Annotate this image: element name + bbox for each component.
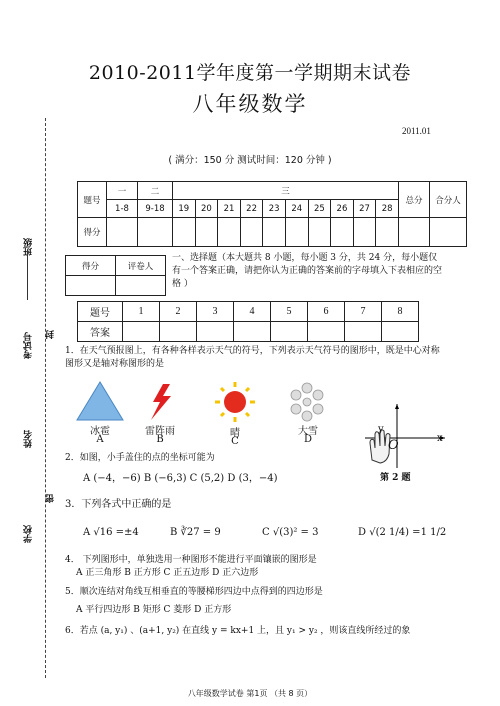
answer-cell[interactable] bbox=[308, 322, 345, 342]
answer-header-num: 4 bbox=[234, 302, 271, 322]
answer-cell[interactable] bbox=[345, 322, 382, 342]
origin-label: O bbox=[388, 438, 399, 453]
score-cell[interactable] bbox=[376, 218, 399, 247]
exam-subject: 八年级数学 bbox=[192, 92, 308, 116]
score-table-label: 题号 bbox=[78, 182, 107, 218]
question-5: 5．顺次连结对角线互相垂直的等腰梯形四边中点得到的四边形是 bbox=[65, 587, 323, 597]
figure-2-caption: 第 2 题 bbox=[380, 473, 411, 483]
weather-symbols bbox=[75, 380, 335, 425]
sun-icon bbox=[215, 382, 255, 422]
score-col: 21 bbox=[218, 200, 241, 218]
score-row-label: 得分 bbox=[78, 218, 107, 247]
hail-icon bbox=[77, 382, 123, 420]
option-d-label: 大雪 bbox=[298, 426, 318, 437]
sidebar-exam-no: 考试号 bbox=[24, 332, 34, 359]
score-cell[interactable] bbox=[173, 218, 196, 247]
score-header-combiner: 合分人 bbox=[430, 182, 467, 218]
grader-score-cell[interactable] bbox=[66, 276, 116, 296]
option-a-label: 冰雹 bbox=[90, 426, 110, 437]
thunderstorm-icon bbox=[151, 384, 171, 420]
section1-instructions: 一、选择题（本大题共 8 小题，每小题 3 分，共 24 分，每小题仅有一个答案正确，请把你认为正确的答案前的字母填入下表相应的空格 ） bbox=[172, 253, 443, 289]
sidebar-blank-class bbox=[27, 250, 28, 300]
question-2: 2．如图，小手盖住的点的坐标可能为 bbox=[65, 453, 215, 463]
score-cell[interactable] bbox=[218, 218, 241, 247]
answer-header-num: 5 bbox=[271, 302, 308, 322]
axis-x-label: x bbox=[437, 433, 443, 444]
answer-cell[interactable] bbox=[160, 322, 197, 342]
score-col: 26 bbox=[331, 200, 354, 218]
question-3-option-a: A √16 =±4 bbox=[83, 527, 139, 538]
sidebar-school: 学校 bbox=[24, 525, 34, 543]
option-d-letter: D bbox=[303, 434, 313, 445]
score-cell[interactable] bbox=[240, 218, 263, 247]
answer-cell[interactable] bbox=[197, 322, 234, 342]
sidebar-seal: 封 bbox=[46, 330, 56, 339]
grader-reviewer-cell[interactable] bbox=[116, 276, 166, 296]
answer-cell[interactable] bbox=[123, 322, 160, 342]
binding-line bbox=[45, 118, 46, 678]
answer-header-num: 2 bbox=[160, 302, 197, 322]
score-cell[interactable] bbox=[107, 218, 138, 247]
option-c-label: 晴 bbox=[230, 428, 240, 439]
score-col: 19 bbox=[173, 200, 196, 218]
score-cell[interactable] bbox=[195, 218, 218, 247]
question-5-options: A 平行四边形 B 矩形 C 菱形 D 正方形 bbox=[76, 605, 232, 615]
answer-header-label: 题号 bbox=[78, 302, 123, 322]
answer-header-num: 1 bbox=[123, 302, 160, 322]
option-b-letter: B bbox=[156, 434, 164, 445]
question-3-option-b: B ∛27 = 9 bbox=[170, 527, 221, 538]
score-col: 27 bbox=[353, 200, 376, 218]
answer-cell[interactable] bbox=[234, 322, 271, 342]
question-4-options: A 正三角形 B 正方形 C 正五边形 D 正六边形 bbox=[76, 568, 259, 578]
score-cell[interactable] bbox=[263, 218, 286, 247]
question-2-options: A (−4，−6) B (−6,3) C (5,2) D (3，−4) bbox=[83, 473, 278, 484]
score-table bbox=[77, 181, 467, 247]
score-cell[interactable] bbox=[399, 218, 430, 247]
answer-row-label: 答案 bbox=[78, 322, 123, 342]
score-header-part3: 三 bbox=[173, 182, 399, 200]
exam-info: ( 满分：150 分 测试时间：120 分钟 ) bbox=[168, 155, 332, 166]
grader-score-label: 得分 bbox=[66, 256, 116, 276]
score-col: 20 bbox=[195, 200, 218, 218]
score-col: 23 bbox=[263, 200, 286, 218]
grader-table bbox=[65, 255, 166, 296]
score-cell[interactable] bbox=[308, 218, 331, 247]
sidebar-name: 姓名 bbox=[24, 430, 34, 448]
answer-table bbox=[77, 301, 419, 342]
score-header-part1: 一 bbox=[107, 182, 138, 200]
exam-title: 2010-2011学年度第一学期期末试卷 bbox=[88, 62, 412, 84]
answer-cell[interactable] bbox=[271, 322, 308, 342]
score-col: 28 bbox=[376, 200, 399, 218]
answer-header-num: 7 bbox=[345, 302, 382, 322]
score-cell[interactable] bbox=[331, 218, 354, 247]
score-col: 22 bbox=[240, 200, 263, 218]
exam-date: 2011.01 bbox=[402, 126, 431, 136]
answer-header-num: 3 bbox=[197, 302, 234, 322]
snowflake-icon bbox=[291, 383, 323, 421]
option-a-letter: A bbox=[96, 434, 104, 445]
question-3-option-d: D √(2 1/4) =1 1/2 bbox=[358, 527, 447, 538]
score-cell[interactable] bbox=[430, 218, 467, 247]
question-1: 1．在天气预报图上，有各种各样表示天气的符号，下列表示天气符号的图形中，既是中心对称图形又是轴对称图形的是 bbox=[65, 346, 440, 369]
question-6: 6．若点 (a, y₁) 、(a+1, y₂) 在直线 y = kx+1 上，且 y₁ > y₂ ，则该直线所经过的象 bbox=[65, 626, 411, 636]
score-header-part2: 二 bbox=[138, 182, 173, 200]
score-col: 1-8 bbox=[107, 200, 138, 218]
question-3-option-c: C √(3)² = 3 bbox=[262, 527, 319, 538]
answer-cell[interactable] bbox=[382, 322, 419, 342]
axis-y-label: y bbox=[378, 424, 384, 435]
score-col: 24 bbox=[285, 200, 308, 218]
score-header-total: 总分 bbox=[399, 182, 430, 218]
grader-reviewer-label: 评卷人 bbox=[116, 256, 166, 276]
answer-header-num: 6 bbox=[308, 302, 345, 322]
question-4: 4． 下列图形中，单独选用一种图形不能进行平面镶嵌的图形是 bbox=[65, 555, 317, 565]
score-cell[interactable] bbox=[285, 218, 308, 247]
option-c-letter: C bbox=[231, 436, 239, 447]
page-footer: 八年级数学试卷 第1页 （共 8 页） bbox=[187, 689, 313, 698]
score-col: 25 bbox=[308, 200, 331, 218]
score-col: 9-18 bbox=[138, 200, 173, 218]
sidebar-secret: 密 bbox=[46, 494, 56, 503]
score-cell[interactable] bbox=[138, 218, 173, 247]
score-cell[interactable] bbox=[353, 218, 376, 247]
question-3: 3．下列各式中正确的是 bbox=[65, 499, 172, 510]
answer-header-num: 8 bbox=[382, 302, 419, 322]
option-b-label: 雷阵雨 bbox=[145, 426, 175, 437]
sidebar-class: 班级 bbox=[24, 238, 34, 256]
